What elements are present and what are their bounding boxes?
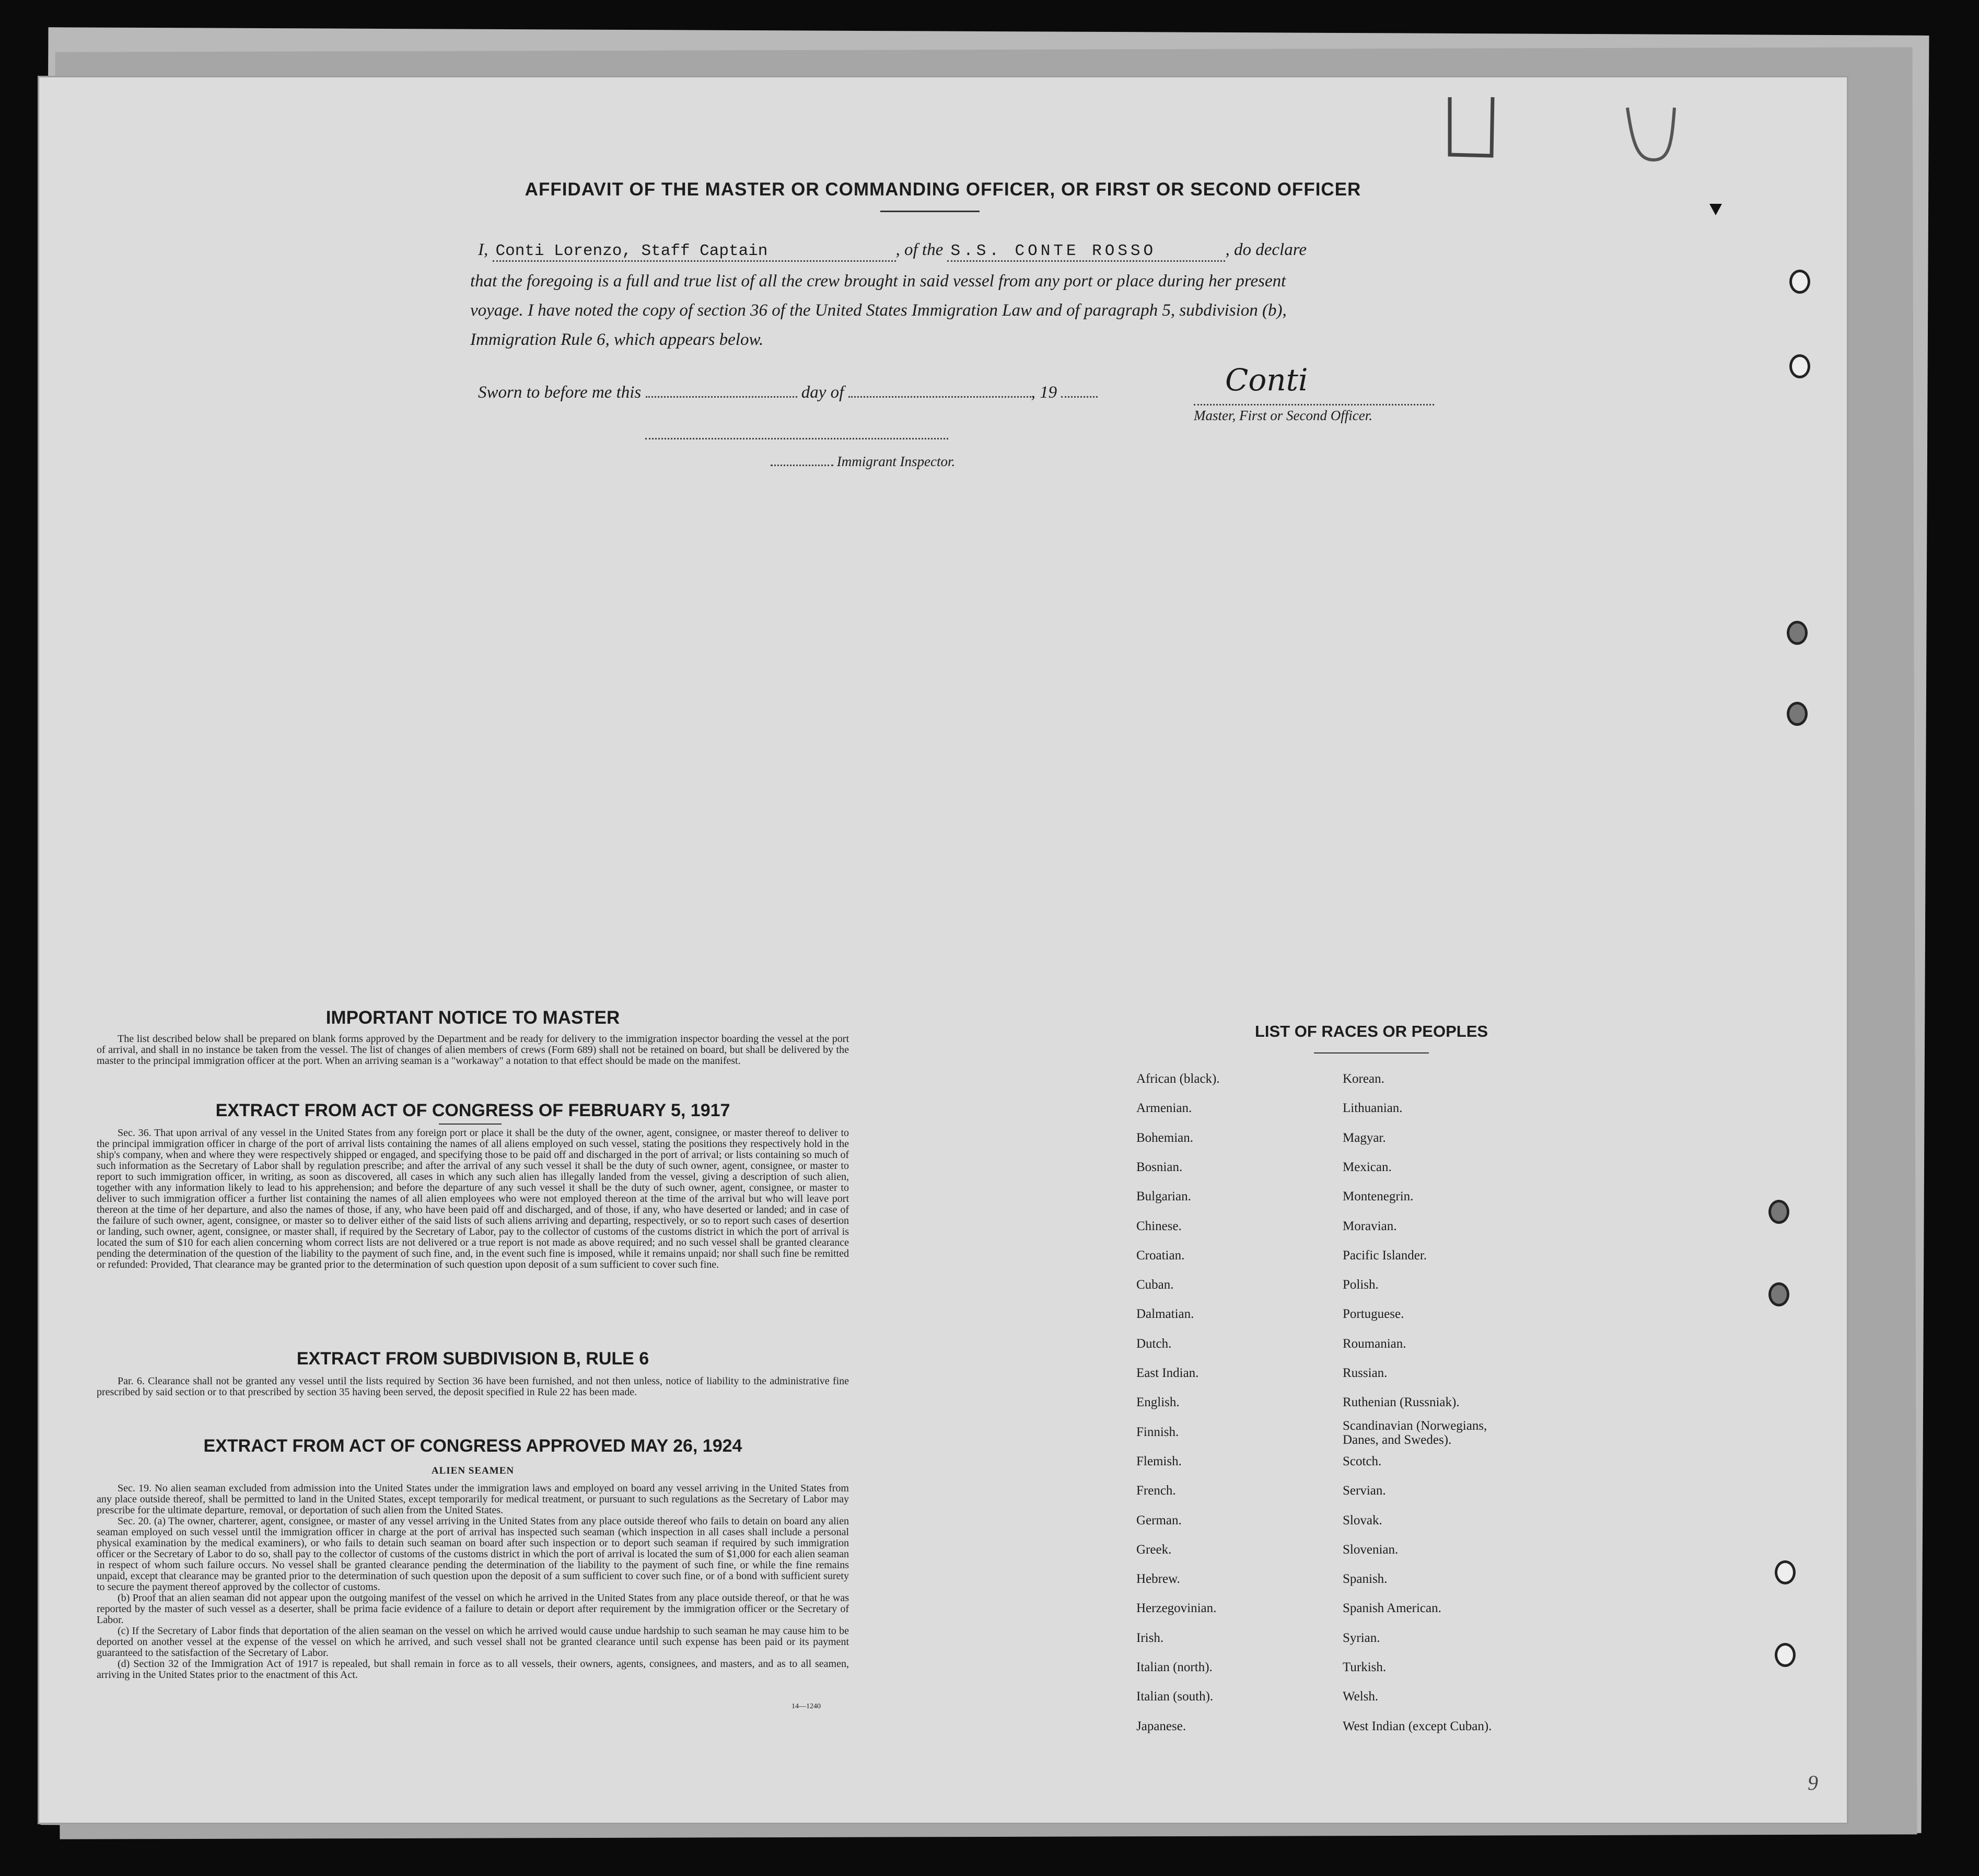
race-entry: Hebrew. bbox=[1136, 1572, 1180, 1587]
do-declare-label: , do declare bbox=[1225, 240, 1307, 259]
margin-ink-marks bbox=[1439, 92, 1701, 170]
race-entry: Slovak. bbox=[1343, 1513, 1382, 1527]
race-entry: Irish. bbox=[1136, 1630, 1164, 1645]
race-entry: Roumanian. bbox=[1343, 1336, 1406, 1351]
form-number: 14—1240 bbox=[791, 1703, 821, 1710]
notice-title: IMPORTANT NOTICE TO MASTER bbox=[325, 1008, 620, 1028]
punch-hole bbox=[1768, 1200, 1789, 1224]
race-entry: Spanish. bbox=[1343, 1572, 1388, 1587]
extract-1917-body bbox=[97, 1128, 849, 1270]
extract-rule6-title: EXTRACT FROM SUBDIVISION B, RULE 6 bbox=[296, 1349, 649, 1369]
i-label: I, bbox=[478, 240, 488, 259]
sworn-year-blank bbox=[1061, 396, 1098, 398]
sworn-label: Sworn to before me this bbox=[478, 383, 642, 402]
sworn-day-blank bbox=[646, 396, 797, 398]
officer-signature: Conti bbox=[1225, 362, 1308, 398]
affidavit-text-line: voyage. I have noted the copy of section 36 of the United States Immigration Law and of paragraph 5, subdivision (b), bbox=[470, 301, 1287, 320]
race-entry: Finnish. bbox=[1136, 1425, 1179, 1439]
race-entry: Italian (north). bbox=[1136, 1660, 1213, 1674]
sworn-month-blank bbox=[848, 396, 1031, 398]
inspector-blank bbox=[771, 465, 833, 466]
punch-hole bbox=[1775, 1643, 1796, 1667]
extract-1917-title: EXTRACT FROM ACT OF CONGRESS OF FEBRUARY 5, 1917 bbox=[215, 1101, 730, 1120]
race-entry: Bohemian. bbox=[1136, 1130, 1194, 1145]
race-entry: French. bbox=[1136, 1484, 1176, 1498]
race-entry: Italian (south). bbox=[1136, 1689, 1214, 1704]
punch-hole bbox=[1787, 702, 1808, 726]
section-36-text: Sec. 36. That upon arrival of any vessel in the United States from any foreign port or place it shall be the duty of the owner, agent, consignee, or master thereof to deliver to the principal immigration officer in charge of the port of arrival lists containing the names of all aliens employed on such vessel, stating the positions they respectively hold in the ship's company, when and where they were respectively shipped or engaged, and specifying those to be paid off and discharged in the port of arrival; or lists containing so much of such information as the Secretary of Labor shall by regulation prescribe; and after the arrival of any such vessel it shall be the duty of such owner, agent, consignee, or master to report to such immigration officer, in writing, as soon as discovered, all cases in which any such alien has illegally landed from the vessel, giving a description of such alien, together with any information likely to lead to his apprehension; and before the departure of any such vessel it shall be the duty of such owner, agent, consignee, or master to deliver to such immigration officer a further list containing the names of all alien employees who were not employed thereon at the time of the arrival but who will leave port thereon at the time of her departure, and also the names of those, if any, who have been paid off and discharged, and of those, if any, who have deserted or landed; and in case of the failure of such owner, agent, consignee, or master so to deliver either of the said lists of such aliens arriving and departing, respectively, or so to report such cases of desertion or landing, such owner, agent, consignee, or master shall, if required by the Secretary of Labor, pay to the collector of customs of the customs district in which the port of arrival is located the sum of $10 for each alien concerning whom correct lists are not delivered or a true report is not made as above required; and no such vessel shall be granted clearance pending the determination of the question of the liability to the payment of such fine, and, in the event such fine is imposed, while it remains unpaid; nor shall such fine be remitted or refunded: Provided, That clearance may be granted prior to the determination of such question upon deposit of a sum sufficient to cover such fine. bbox=[97, 1127, 849, 1270]
year-prefix: , 19 bbox=[1031, 383, 1057, 402]
race-entry: Japanese. bbox=[1136, 1719, 1186, 1733]
section-19-text: Sec. 19. No alien seaman excluded from admission into the United States under the immigration laws and employed on board any vessel arriving in the United States from any place outside thereof, shall be permitted to land in the United States, except temporarily for medical treatment, or pursuant to such regulations as the Secretary of Labor may prescribe for the ultimate departure, removal, or deportation of such alien from the United States. bbox=[97, 1483, 849, 1516]
race-entry: German. bbox=[1136, 1513, 1182, 1527]
alien-seamen-subtitle: ALIEN SEAMEN bbox=[431, 1465, 515, 1476]
race-entry: Slovenian. bbox=[1343, 1542, 1399, 1557]
race-entry: Herzegovinian. bbox=[1136, 1601, 1217, 1616]
race-entry: Scandinavian (Norwegians, Danes, and Swedes). bbox=[1343, 1418, 1487, 1447]
race-entry: Welsh. bbox=[1343, 1689, 1379, 1704]
race-entry: Montenegrin. bbox=[1343, 1189, 1414, 1204]
race-entry: Chinese. bbox=[1136, 1219, 1182, 1233]
divider bbox=[880, 211, 980, 212]
race-entry: Servian. bbox=[1343, 1484, 1386, 1498]
paragraph-6-text: Par. 6. Clearance shall not be granted any vessel until the lists required by Section 36 have been furnished, and not then unless, notice of liability to the administrative fine prescribed by said section or to that prescribed by section 35 having been served, the deposit specified in Rule 22 has been made. bbox=[97, 1375, 849, 1398]
divider bbox=[439, 1124, 502, 1125]
race-entry: Mexican. bbox=[1343, 1160, 1392, 1174]
punch-hole bbox=[1768, 1282, 1789, 1306]
race-entry: Portuguese. bbox=[1343, 1307, 1404, 1322]
race-entry: Bosnian. bbox=[1136, 1160, 1183, 1174]
section-20c-text: (c) If the Secretary of Labor finds that deportation of the alien seaman on the vessel on which he arrived would cause undue hardship to such seaman he may cause him to be deported on another vessel at the expense of the vessel on which he arrived, and such vessel shall not be granted clearance until such expense has been paid or its payment guaranteed to the satisfaction of the Secretary of Labor. bbox=[97, 1625, 849, 1659]
race-entry: Ruthenian (Russniak). bbox=[1343, 1395, 1460, 1410]
extract-rule6-body bbox=[97, 1376, 849, 1398]
affidavit-text-line: that the foregoing is a full and true list of all the crew brought in said vessel from any port or place during her present bbox=[470, 272, 1286, 291]
race-entry: Armenian. bbox=[1136, 1101, 1192, 1116]
divider bbox=[1314, 1052, 1429, 1053]
section-20b-text: (b) Proof that an alien seaman did not appear upon the outgoing manifest of the vessel on which he arrived in the United States from any place outside thereof, or that he was reported by the master of such vessel as a deserter, shall be prima facie evidence of a failure to detain or deport after requirement by the immigration officer or the Secretary of Labor. bbox=[97, 1592, 849, 1626]
punch-hole bbox=[1775, 1560, 1796, 1584]
vessel-name-field: S.S. CONTE ROSSO bbox=[947, 242, 1225, 262]
race-entry: Bulgarian. bbox=[1136, 1189, 1191, 1204]
extract-1924-title: EXTRACT FROM ACT OF CONGRESS APPROVED MAY 26, 1924 bbox=[203, 1436, 742, 1456]
race-entry: Russian. bbox=[1343, 1366, 1388, 1380]
race-entry: Pacific Islander. bbox=[1343, 1248, 1427, 1263]
races-title: LIST OF RACES OR PEOPLES bbox=[1254, 1022, 1488, 1040]
notice-body bbox=[97, 1034, 849, 1067]
race-entry: Syrian. bbox=[1343, 1630, 1380, 1645]
race-entry: Dalmatian. bbox=[1136, 1307, 1194, 1322]
race-entry: Flemish. bbox=[1136, 1454, 1182, 1468]
race-entry: Korean. bbox=[1343, 1072, 1384, 1086]
section-20a-text: Sec. 20. (a) The owner, charterer, agent, consignee, or master of any vessel arriving in the United States from any place outside thereof who fails to detain on board any alien seaman employed on such vessel until the immigration officer in charge at the port of arrival has inspected such seaman (which inspection in all cases shall include a personal physical examination by the medical examiners), or who fails to detain such seaman on board after such inspection or to deport such seaman if required by such immigration officer or the Secretary of Labor to do so, shall pay to the collector of customs of the customs district in which the port of arrival is located the sum of $1,000 for each alien seaman in respect of whom such failure occurs. No vessel shall be granted clearance pending the determination of the liability to the payment of such fine, or while the fine remains unpaid, except that clearance may be granted prior to the determination of such question upon the deposit of a sum sufficient to cover such fine, or of a bond with sufficient surety to secure the payment thereof approved by the collector of customs. bbox=[97, 1515, 849, 1593]
sworn-line bbox=[478, 383, 1098, 402]
punch-hole bbox=[1787, 621, 1808, 645]
race-entry: Croatian. bbox=[1136, 1248, 1185, 1263]
race-entry: English. bbox=[1136, 1395, 1180, 1410]
race-entry: West Indian (except Cuban). bbox=[1343, 1719, 1492, 1733]
punch-hole bbox=[1789, 354, 1810, 378]
race-entry: Moravian. bbox=[1343, 1219, 1397, 1233]
signature-label: Master, First or Second Officer. bbox=[1194, 408, 1372, 423]
race-entry: Spanish American. bbox=[1343, 1601, 1441, 1616]
affidavit-text-line: Immigration Rule 6, which appears below. bbox=[470, 330, 764, 349]
race-entry: Dutch. bbox=[1136, 1336, 1172, 1351]
race-entry: East Indian. bbox=[1136, 1366, 1199, 1380]
race-entry: Greek. bbox=[1136, 1542, 1172, 1557]
race-entry: African (black). bbox=[1136, 1072, 1220, 1086]
inspector-label: Immigrant Inspector. bbox=[836, 454, 956, 469]
notice-text: The list described below shall be prepared on blank forms approved by the Department and be ready for delivery to the immigration inspector boarding the vessel at the port of arrival, and shall in no instance be taken from the vessel. The list of changes of alien members of crews (Form 689) shall not be retained on board, but shall be delivered by the master to the principal immigration officer at the port. When an arriving seaman is a "workaway" a notation to that effect should be made on the manifest. bbox=[97, 1033, 849, 1067]
margin-mark: 9 bbox=[1808, 1771, 1818, 1794]
race-entry: Scotch. bbox=[1343, 1454, 1382, 1468]
inspector-line bbox=[771, 454, 955, 470]
race-entry: Magyar. bbox=[1343, 1130, 1386, 1145]
inspector-signature-line bbox=[645, 438, 948, 439]
officer-name-field: Conti Lorenzo, Staff Captain bbox=[493, 242, 896, 262]
section-20d-text: (d) Section 32 of the Immigration Act of 1917 is repealed, but shall remain in force as to all vessels, their owners, agents, consignees, and masters, and as to all seamen, arriving in the United States prior to the enactment of this Act. bbox=[97, 1658, 849, 1681]
race-entry: Turkish. bbox=[1343, 1660, 1387, 1674]
race-entry: Polish. bbox=[1343, 1278, 1379, 1292]
punch-hole bbox=[1789, 270, 1810, 294]
of-the-label: , of the bbox=[895, 240, 944, 259]
race-entry: Lithuanian. bbox=[1343, 1101, 1403, 1116]
signature-line bbox=[1194, 404, 1434, 406]
affidavit-title: AFFIDAVIT OF THE MASTER OR COMMANDING OFFICER, OR FIRST OR SECOND OFFICER bbox=[525, 179, 1361, 200]
document-page bbox=[39, 77, 1847, 1823]
extract-1924-body bbox=[97, 1483, 849, 1681]
triangle-mark-icon bbox=[1708, 202, 1724, 217]
race-entry: Cuban. bbox=[1136, 1278, 1174, 1292]
affidavit-declaration-line bbox=[478, 240, 1307, 262]
day-of-label: day of bbox=[801, 383, 844, 402]
